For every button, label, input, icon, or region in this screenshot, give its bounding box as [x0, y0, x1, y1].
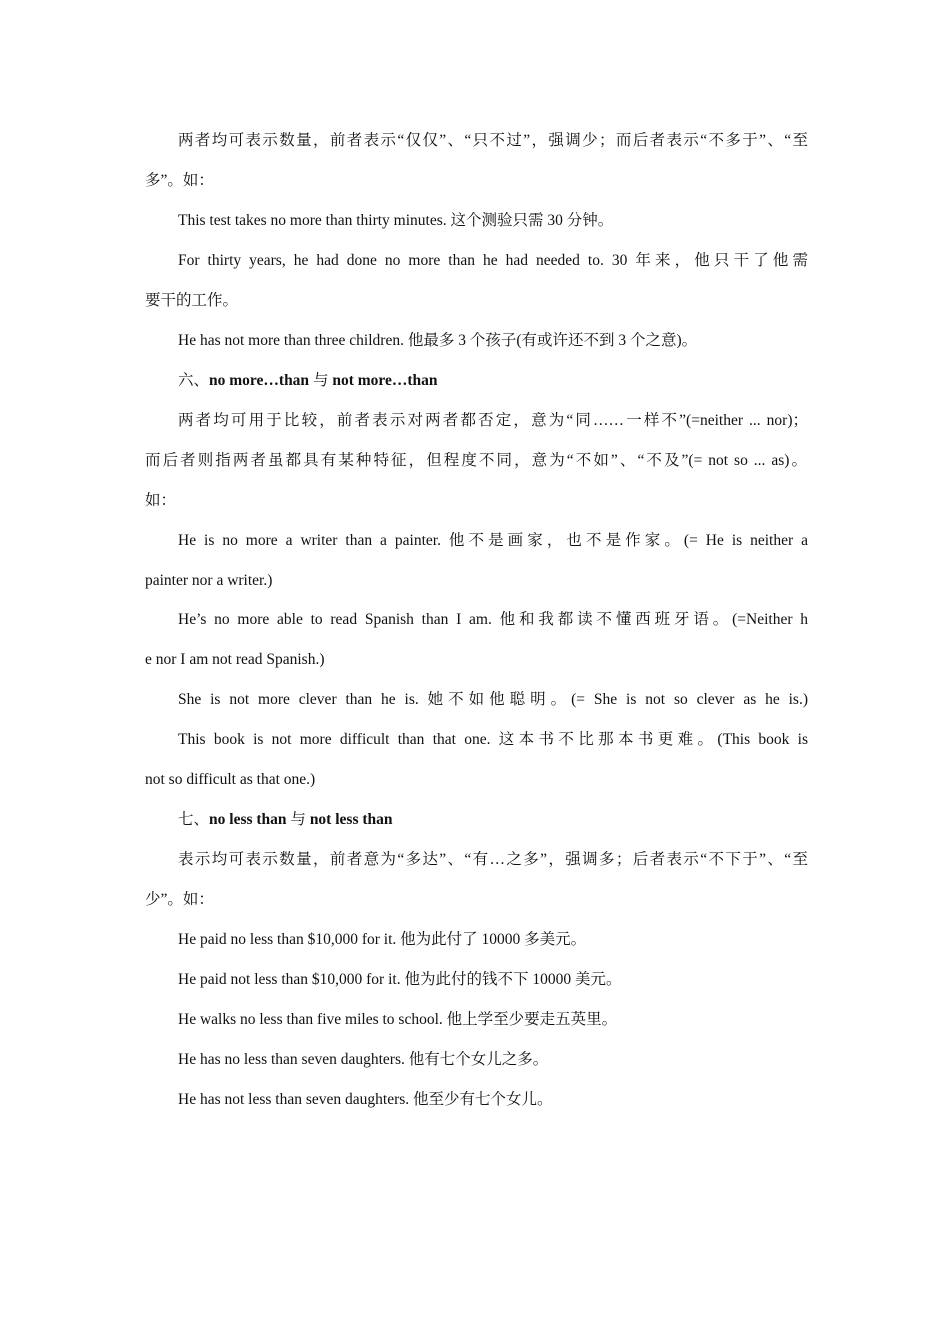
example-sentence: He walks no less than five miles to school. 他上学至少要走五英里。 — [178, 1011, 618, 1028]
paragraph-line: 两者均可表示数量，前者表示“仅仅”、“只不过”，强调少；而后者表示“不多于”、“至 — [178, 132, 808, 149]
heading-number: 六、 — [178, 372, 210, 389]
example-sentence: This test takes no more than thirty minutes. 这个测验只需 30 分钟。 — [178, 212, 614, 229]
example-sentence-continuation: 要干的工作。 — [145, 292, 239, 309]
example-sentence: He paid no less than $10,000 for it. 他为此付了 10000 多美元。 — [178, 931, 587, 948]
heading-term-a: no more…than — [209, 372, 310, 389]
example-sentence: He is no more a writer than a painter. 他不是画家，也不是作家。(= He is neither a — [178, 532, 808, 549]
example-sentence: He paid not less than $10,000 for it. 他为此付的钱不下 10000 美元。 — [178, 971, 622, 988]
example-sentence-continuation: e nor I am not read Spanish.) — [145, 651, 325, 668]
paragraph-line: 表示均可表示数量，前者意为“多达”、“有…之多”，强调多；后者表示“不下于”、“至 — [178, 851, 808, 868]
heading-connector: 与 — [309, 372, 333, 389]
paragraph-line: 如： — [145, 492, 177, 509]
example-sentence: He has no less than seven daughters. 他有七个女儿之多。 — [178, 1051, 549, 1068]
heading-term-a: no less than — [209, 811, 287, 828]
example-sentence: For thirty years, he had done no more than he had needed to. 30 年来，他只干了他需 — [178, 252, 808, 269]
heading-term-b: not less than — [309, 811, 393, 828]
example-sentence: He has not less than seven daughters. 他至少有七个女儿。 — [178, 1091, 553, 1108]
heading-number: 七、 — [178, 811, 210, 828]
example-sentence: He has not more than three children. 他最多 3 个孩子(有或许还不到 3 个之意)。 — [178, 332, 698, 349]
example-sentence: This book is not more difficult than that one. 这本书不比那本书更难。(This book is — [178, 731, 808, 748]
section-heading-6 — [178, 371, 438, 391]
heading-term-b: not more…than — [332, 372, 438, 389]
example-sentence: She is not more clever than he is. 她不如他聪明。(= She is not so clever as he is.) — [178, 691, 808, 708]
heading-connector: 与 — [286, 811, 310, 828]
example-sentence: He’s no more able to read Spanish than I am. 他和我都读不懂西班牙语。(=Neither h — [178, 611, 808, 628]
section-heading-7 — [178, 810, 393, 830]
example-sentence-continuation: painter nor a writer.) — [145, 572, 273, 589]
example-sentence-continuation: not so difficult as that one.) — [145, 771, 316, 788]
paragraph-line: 多”。如： — [145, 172, 214, 189]
paragraph-line: 少”。如： — [145, 891, 214, 908]
paragraph-line: 两者均可用于比较，前者表示对两者都否定，意为“同……一样不”(=neither ... nor)； — [178, 412, 808, 429]
paragraph-line: 而后者则指两者虽都具有某种特征，但程度不同，意为“不如”、“不及”(= not so ... as)。 — [145, 452, 807, 469]
